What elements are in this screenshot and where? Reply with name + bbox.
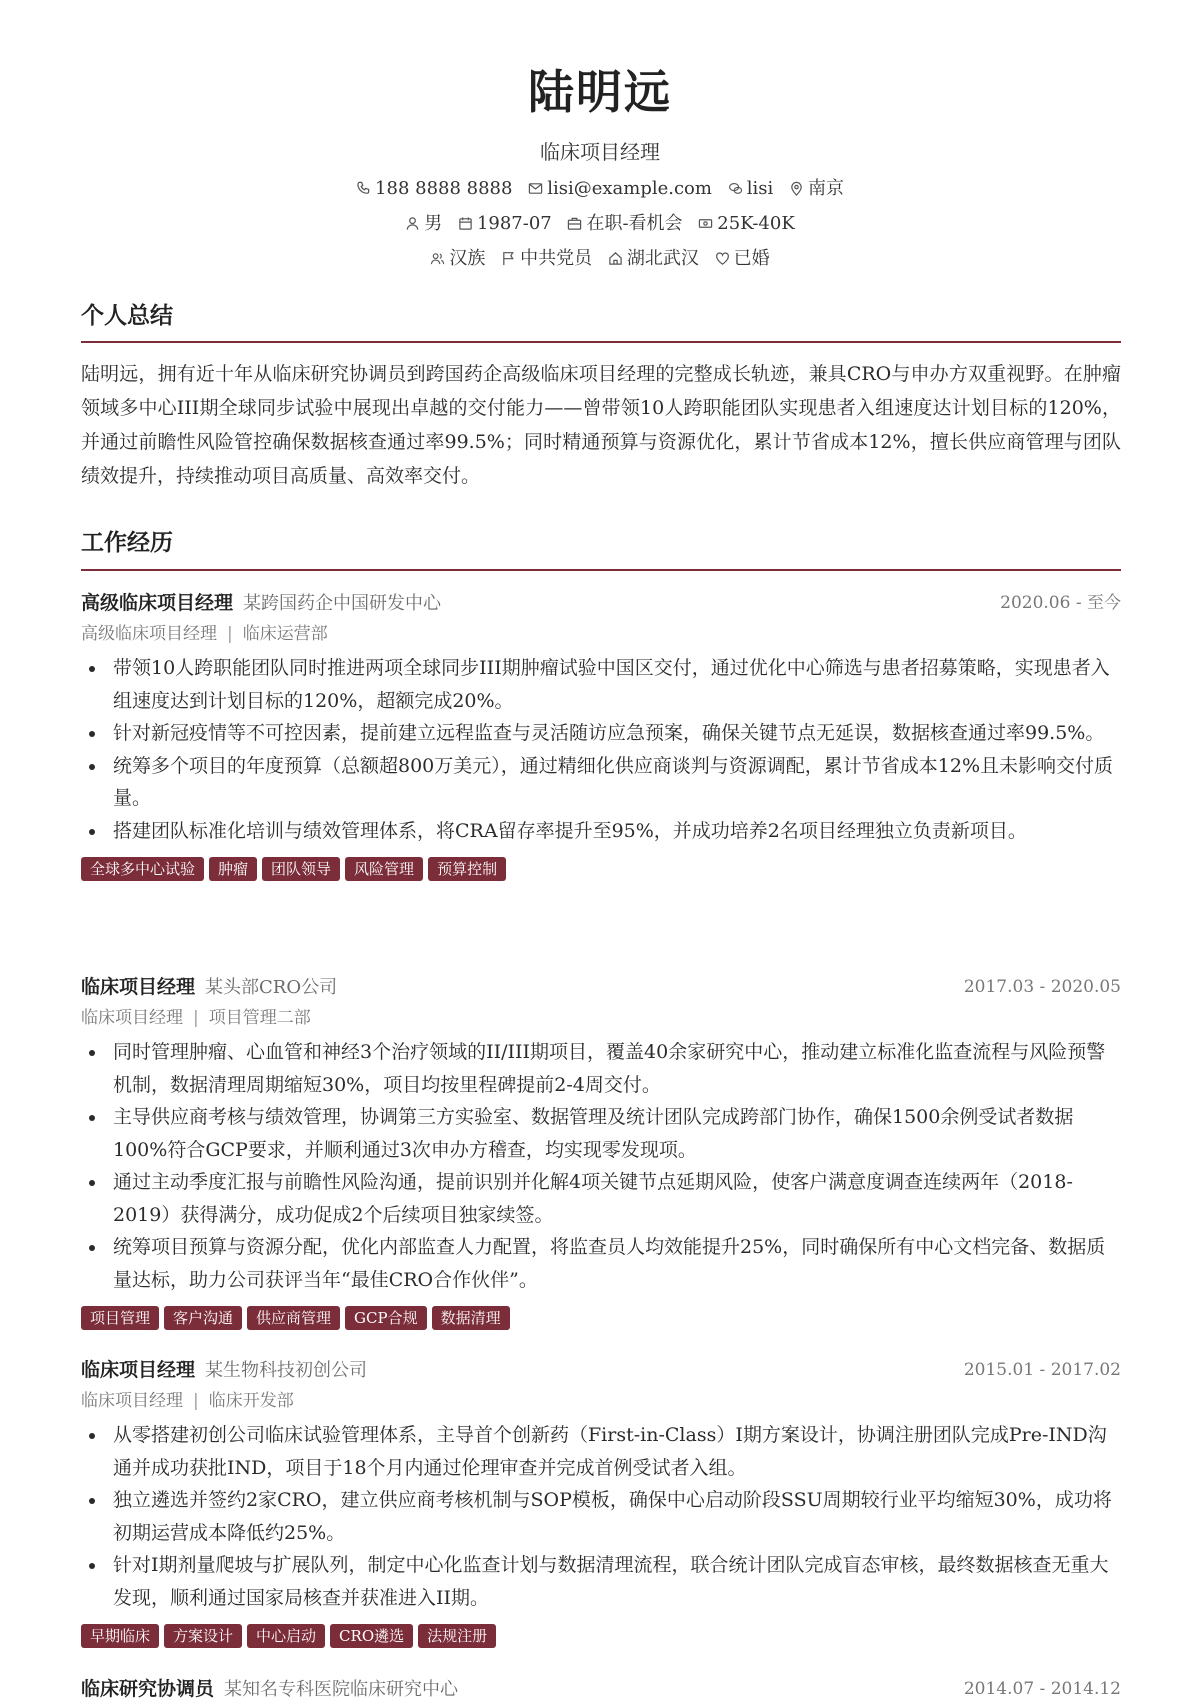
- marital-item: [715, 246, 770, 272]
- job-bullets: [81, 1036, 1121, 1296]
- personal-info-row: [0, 246, 1200, 272]
- wechat-text: lisi: [746, 178, 774, 199]
- skill-tag: 客户沟通: [164, 1306, 242, 1330]
- skill-tags: [81, 1624, 1121, 1650]
- birth-item: [458, 211, 552, 237]
- person-icon: [405, 216, 420, 231]
- skill-tag: CRO遴选: [330, 1624, 413, 1648]
- job-header: [81, 1674, 1121, 1704]
- skill-tag: 肿瘤: [209, 857, 257, 881]
- job-position: 临床项目经理: [81, 1359, 196, 1381]
- skill-tag: 团队领导: [262, 857, 340, 881]
- experience-divider: [81, 569, 1121, 571]
- contact-row: [0, 176, 1200, 202]
- skill-tag: 数据清理: [432, 1306, 510, 1330]
- email-item: [528, 176, 712, 202]
- job-bullets: [81, 1419, 1121, 1614]
- politics-item: [501, 246, 592, 272]
- salary-item: [698, 211, 794, 237]
- job-date: 2020.06 - 至今: [1000, 593, 1121, 613]
- job-bullets: [81, 652, 1121, 847]
- home-icon: [608, 251, 623, 266]
- wechat-item: [728, 176, 774, 202]
- city-item: [789, 176, 844, 202]
- skill-tag: 法规注册: [418, 1624, 496, 1648]
- experience-section-title: 工作经历: [81, 529, 173, 556]
- summary-text: 陆明远，拥有近十年从临床研究协调员到跨国药企高级临床项目经理的完整成长轨迹，兼具CRO与申办方双重视野。在肿瘤领域多中心III期全球同步试验中展现出卓越的交付能力——曾带领10人跨职能团队实现患者入组速度达计划目标的120%，并通过前瞻性风险管控确保数据核查通过率99.5%；同时精通预算与资源优化，累计节省成本12%，擅长供应商管理与团队绩效提升，持续推动项目高质量、高效率交付。: [81, 363, 1121, 487]
- phone-item: [356, 176, 512, 202]
- hometown-text: 湖北武汉: [626, 248, 699, 269]
- politics-text: 中共党员: [520, 248, 593, 269]
- bullet-item: 通过主动季度汇报与前瞻性风险沟通，提前识别并化解4项关键节点延期风险，使客户满意度调查连续两年（2018-2019）获得满分，成功促成2个后续项目独家续签。: [81, 1166, 1121, 1231]
- bullet-item: 搭建团队标准化培训与绩效管理体系，将CRA留存率提升至95%，并成功培养2名项目经理独立负责新项目。: [81, 815, 1121, 848]
- briefcase-icon: [567, 216, 582, 231]
- job-entry: [81, 1355, 1121, 1650]
- job-role: 高级临床项目经理: [81, 624, 217, 644]
- candidate-name: 陆明远: [528, 65, 672, 119]
- basic-info-row: [0, 211, 1200, 237]
- job-subtitle: 临床项目经理 | 临床开发部: [81, 1391, 294, 1411]
- job-entry: [81, 972, 1121, 1332]
- heart-icon: [715, 251, 730, 266]
- job-position: 临床研究协调员: [81, 1678, 215, 1700]
- phone-text: 188 8888 8888: [375, 178, 513, 199]
- skill-tag: 早期临床: [81, 1624, 159, 1648]
- summary-divider: [81, 341, 1121, 343]
- status-text: 在职-看机会: [586, 213, 683, 234]
- mail-icon: [528, 181, 543, 196]
- skill-tag: 风险管理: [345, 857, 423, 881]
- email-text: lisi@example.com: [547, 178, 712, 199]
- job-date: 2015.01 - 2017.02: [963, 1360, 1121, 1380]
- location-icon: [789, 181, 804, 196]
- job-role: 临床项目经理: [81, 1391, 183, 1411]
- job-subtitle: 高级临床项目经理 | 临床运营部: [81, 624, 328, 644]
- bullet-item: 针对I期剂量爬坡与扩展队列，制定中心化监查计划与数据清理流程，联合统计团队完成盲态审核，最终数据核查无重大发现，顺利通过国家局核查并获准进入II期。: [81, 1549, 1121, 1614]
- job-company: 某生物科技初创公司: [205, 1360, 368, 1381]
- bullet-item: 统筹项目预算与资源分配，优化内部监查人力配置，将监查员人均效能提升25%，同时确保所有中心文档完备、数据质量达标，助力公司获评当年“最佳CRO合作伙伴”。: [81, 1231, 1121, 1296]
- bullet-item: 针对新冠疫情等不可控因素，提前建立远程监查与灵活随访应急预案，确保关键节点无延误，数据核查通过率99.5%。: [81, 717, 1121, 750]
- job-position: 高级临床项目经理: [81, 592, 234, 614]
- ethnicity-text: 汉族: [449, 248, 486, 269]
- status-item: [567, 211, 682, 237]
- bullet-item: 独立遴选并签约2家CRO，建立供应商考核机制与SOP模板，确保中心启动阶段SSU周期较行业平均缩短30%，成功将初期运营成本降低约25%。: [81, 1484, 1121, 1549]
- job-header: [81, 1355, 1121, 1385]
- job-title: 临床项目经理: [540, 140, 660, 164]
- people-icon: [430, 251, 445, 266]
- bullet-item: 统筹多个项目的年度预算（总额超800万美元），通过精细化供应商谈判与资源调配，累计节省成本12%且未影响交付质量。: [81, 750, 1121, 815]
- money-icon: [698, 216, 713, 231]
- job-department: 临床开发部: [208, 1391, 294, 1411]
- phone-icon: [356, 181, 371, 196]
- job-date: 2017.03 - 2020.05: [963, 977, 1121, 997]
- job-role: 临床项目经理: [81, 1008, 183, 1028]
- skill-tag: 项目管理: [81, 1306, 159, 1330]
- bullet-item: 从零搭建初创公司临床试验管理体系，主导首个创新药（First-in-Class）I期方案设计，协调注册团队完成Pre-IND沟通并成功获批IND，项目于18个月内通过伦理审查并完成首例受试者入组。: [81, 1419, 1121, 1484]
- job-company: 某头部CRO公司: [205, 977, 338, 998]
- bullet-item: 带领10人跨职能团队同时推进两项全球同步III期肿瘤试验中国区交付，通过优化中心筛选与患者招募策略，实现患者入组速度达到计划目标的120%，超额完成20%。: [81, 652, 1121, 717]
- hometown-item: [608, 246, 699, 272]
- skill-tag: GCP合规: [345, 1306, 427, 1330]
- job-department: 临床运营部: [242, 624, 328, 644]
- job-company: 某跨国药企中国研发中心: [243, 593, 442, 614]
- city-text: 南京: [807, 178, 844, 199]
- skill-tag: 预算控制: [428, 857, 506, 881]
- skill-tag: 供应商管理: [247, 1306, 340, 1330]
- gender-item: [405, 211, 442, 237]
- wechat-icon: [728, 181, 743, 196]
- skill-tag: 中心启动: [247, 1624, 325, 1648]
- flag-icon: [501, 251, 516, 266]
- calendar-icon: [458, 216, 473, 231]
- job-header: [81, 588, 1121, 618]
- marital-text: 已婚: [733, 248, 770, 269]
- salary-text: 25K-40K: [717, 213, 795, 234]
- job-subtitle: 临床项目经理 | 项目管理二部: [81, 1008, 311, 1028]
- bullet-item: 同时管理肿瘤、心血管和神经3个治疗领域的II/III期项目，覆盖40余家研究中心，推动建立标准化监查流程与风险预警机制，数据清理周期缩短30%，项目均按里程碑提前2-4周交付。: [81, 1036, 1121, 1101]
- skill-tag: 全球多中心试验: [81, 857, 204, 881]
- birth-text: 1987-07: [476, 213, 552, 234]
- summary-section-title: 个人总结: [81, 302, 173, 329]
- job-position: 临床项目经理: [81, 976, 196, 998]
- job-department: 项目管理二部: [208, 1008, 311, 1028]
- ethnicity-item: [430, 246, 485, 272]
- gender-text: 男: [424, 213, 443, 234]
- job-entry: [81, 588, 1121, 883]
- bullet-item: 主导供应商考核与绩效管理，协调第三方实验室、数据管理及统计团队完成跨部门协作，确保1500余例受试者数据100%符合GCP要求，并顺利通过3次申办方稽查，均实现零发现项。: [81, 1101, 1121, 1166]
- skill-tags: [81, 1306, 1121, 1332]
- skill-tags: [81, 857, 1121, 883]
- job-entry: [81, 1674, 1121, 1704]
- job-date: 2014.07 - 2014.12: [963, 1679, 1121, 1699]
- job-company: 某知名专科医院临床研究中心: [224, 1679, 459, 1700]
- skill-tag: 方案设计: [164, 1624, 242, 1648]
- job-header: [81, 972, 1121, 1002]
